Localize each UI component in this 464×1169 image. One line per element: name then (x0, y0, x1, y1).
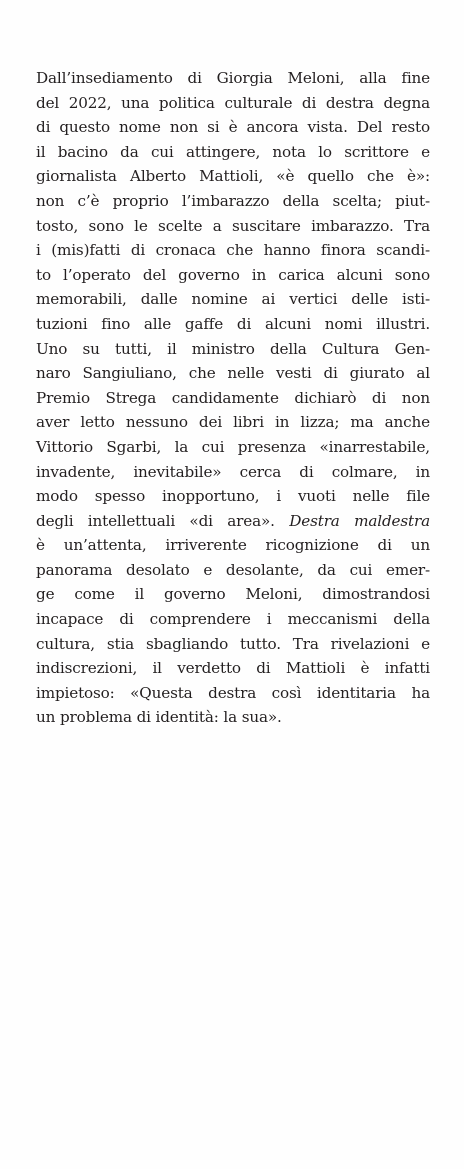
blurb-line: Uno su tutti, il ministro della Cultura Gen- (36, 339, 430, 358)
blurb-line: modo spesso inopportuno, i vuoti nelle file (36, 487, 430, 506)
blurb-line: Dall’insediamento di Giorgia Meloni, alla fine (36, 69, 430, 87)
blurb-line: naro Sangiuliano, che nelle vesti di giurato al (36, 364, 430, 383)
blurb-line: aver letto nessuno dei libri in lizza; ma anche (36, 413, 430, 432)
book-title: Destra maldestra (289, 511, 430, 530)
blurb-line: tuzioni fino alle gaffe di alcuni nomi illustri. (36, 314, 430, 333)
blurb-line: cultura, stia sbagliando tutto. Tra rivelazioni e (36, 634, 430, 653)
blurb-line (36, 509, 430, 534)
blurb-line: indiscrezioni, il verdetto di Mattioli è infatti (36, 659, 430, 678)
blurb-line: giornalista Alberto Mattioli, «è quello che è»: (36, 167, 430, 186)
blurb-line: non c’è proprio l’imbarazzo della scelta; piut- (36, 191, 430, 210)
blurb-line: ge come il governo Meloni, dimostrandosi (36, 585, 430, 604)
blurb-text (36, 66, 430, 730)
blurb-line: impietoso: «Questa destra così identitaria ha (36, 683, 430, 702)
blurb-line: un problema di identità: la sua». (36, 708, 282, 727)
blurb-line: invadente, inevitabile» cerca di colmare, in (36, 462, 430, 481)
blurb-line: è un’attenta, irriverente ricognizione di un (36, 536, 430, 555)
blurb-line: tosto, sono le scelte a suscitare imbarazzo. Tra (36, 216, 430, 235)
blurb-line-text: degli intellettuali «di area». (36, 511, 275, 530)
blurb-line: Premio Strega candidamente dichiarò di non (36, 388, 430, 407)
blurb-line: memorabili, dalle nomine ai vertici delle isti- (36, 290, 430, 309)
blurb-line: Vittorio Sgarbi, la cui presenza «inarrestabile, (36, 437, 430, 456)
blurb-line: to l’operato del governo in carica alcuni sono (36, 265, 430, 284)
blurb-line: i (mis)fatti di cronaca che hanno finora scandi- (36, 241, 430, 260)
blurb-line: panorama desolato e desolante, da cui emer- (36, 560, 430, 579)
blurb-line: di questo nome non si è ancora vista. Del resto (36, 118, 430, 137)
blurb-line: il bacino da cui attingere, nota lo scrittore e (36, 142, 430, 161)
blurb-line: incapace di comprendere i meccanismi della (36, 610, 430, 629)
blurb-line: del 2022, una politica culturale di destra degna (36, 93, 430, 112)
